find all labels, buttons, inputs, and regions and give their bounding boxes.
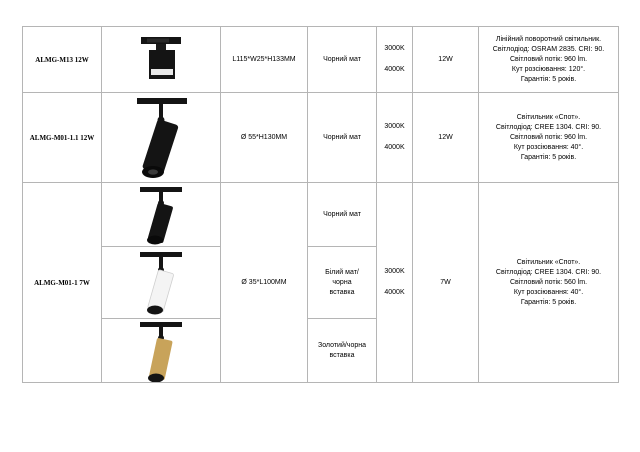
color-finish: Чорний мат <box>308 27 377 93</box>
color-finish: Чорний мат <box>308 93 377 183</box>
description <box>479 183 619 383</box>
color-finish: Чорний мат <box>308 183 377 247</box>
color-temperature-cell <box>377 183 413 383</box>
table-row <box>23 183 619 247</box>
description-line: Світлодіод: CREE 1304. CRI: 90. <box>495 123 602 131</box>
description-line: Гарантія: 5 років. <box>520 75 577 83</box>
product-image-cell <box>102 93 221 183</box>
color-temperature: 3000K <box>384 268 405 275</box>
power: 7W <box>413 183 479 383</box>
model-name: ALMG-M01-1.1 12W <box>23 93 102 183</box>
table-row <box>23 27 619 93</box>
description-line: Світловий потік: 960 lm. <box>509 133 588 141</box>
color-finish <box>308 319 377 383</box>
spot-luminaire-gold-black-image <box>136 320 186 382</box>
description-line: Світильник «Спот». <box>516 113 581 121</box>
description-line: Кут розсіювання: 40°. <box>513 143 584 151</box>
model-name: ALMG-M01-1 7W <box>23 183 102 383</box>
model-name: ALMG-M13 12W <box>23 27 102 93</box>
color-temperature: 4000K <box>384 289 405 296</box>
power: 12W <box>413 27 479 93</box>
description-line: Лінійний поворотний світильник. <box>495 35 602 43</box>
description-line: Світловий потік: 960 lm. <box>509 55 588 63</box>
product-image-cell <box>102 319 221 383</box>
description <box>479 27 619 93</box>
dimensions: Ø 55*H130MM <box>221 93 308 183</box>
spot-luminaire-white-black-image <box>136 250 186 316</box>
color-finish-label: Золотий/чорна вставка <box>317 341 367 359</box>
color-finish-label: Білий мат/чорна вставка <box>325 268 359 296</box>
description-line: Світловий потік: 560 lm. <box>509 278 588 286</box>
description-line: Світлодіод: CREE 1304. CRI: 90. <box>495 268 602 276</box>
product-image-cell <box>102 27 221 93</box>
color-temperature: 3000K <box>384 123 405 130</box>
color-temperature: 4000K <box>384 66 405 73</box>
description-line: Світильник «Спот». <box>516 258 581 266</box>
dimensions: L115*W25*H133MM <box>221 27 308 93</box>
color-temperature-cell <box>377 27 413 93</box>
dimensions: Ø 35*L100MM <box>221 183 308 383</box>
description-line: Гарантія: 5 років. <box>520 298 577 306</box>
spot-luminaire-black-image <box>136 185 186 245</box>
description-line: Світлодіод: OSRAM 2835. CRI: 90. <box>492 45 605 53</box>
description <box>479 93 619 183</box>
description-line: Гарантія: 5 років. <box>520 153 577 161</box>
table-row <box>23 93 619 183</box>
product-image-cell <box>102 183 221 247</box>
color-finish <box>308 247 377 319</box>
product-spec-table <box>22 26 619 383</box>
color-temperature: 4000K <box>384 144 405 151</box>
spot-luminaire-black-image <box>131 95 191 181</box>
color-temperature-cell <box>377 93 413 183</box>
description-line: Кут розсіювання: 120°. <box>511 65 586 73</box>
color-temperature: 3000K <box>384 45 405 52</box>
product-image-cell <box>102 247 221 319</box>
linear-rotary-luminaire-image <box>136 35 186 85</box>
power: 12W <box>413 93 479 183</box>
description-line: Кут розсіювання: 40°. <box>513 288 584 296</box>
